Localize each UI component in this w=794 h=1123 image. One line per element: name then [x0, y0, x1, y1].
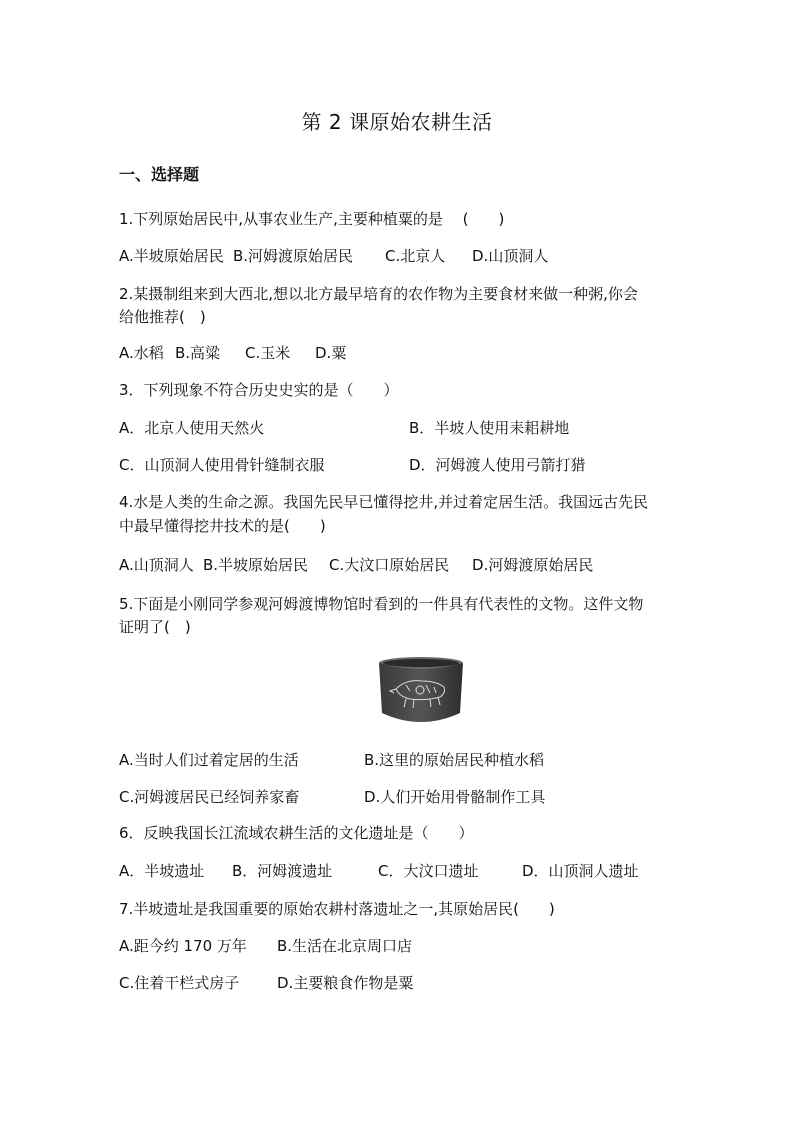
q5-option-d: D.人们开始用骨骼制作工具	[364, 788, 546, 806]
q4-option-a: A.山顶洞人	[119, 556, 194, 574]
q1-option-a: A.半坡原始居民	[119, 247, 224, 265]
q6-option-a: A．半坡遗址	[119, 862, 205, 880]
q6-option-d: D．山顶洞人遗址	[522, 862, 639, 880]
q5-option-c: C.河姆渡居民已经饲养家畜	[119, 788, 300, 806]
q1-option-d: D.山顶洞人	[472, 247, 549, 265]
q7-option-c: C.住着干栏式房子	[119, 974, 240, 992]
q5-option-b: B.这里的原始居民种植水稻	[364, 751, 545, 769]
artifact-pot-image	[376, 655, 466, 727]
question-3-stem: 3．下列现象不符合历史史实的是（ ）	[119, 381, 399, 399]
q5-option-a: A.当时人们过着定居的生活	[119, 751, 299, 769]
q1-option-b: B.河姆渡原始居民	[233, 247, 354, 265]
boar-pattern-pot-icon	[376, 655, 466, 727]
question-6-stem: 6．反映我国长江流域农耕生活的文化遗址是（ ）	[119, 824, 474, 842]
q2-option-d: D.粟	[315, 344, 347, 362]
question-7-stem: 7.半坡遗址是我国重要的原始农耕村落遗址之一,其原始居民( )	[119, 900, 555, 918]
q3-option-b: B．半坡人使用耒耜耕地	[409, 419, 570, 437]
question-5-stem-line2: 证明了( )	[119, 618, 191, 636]
question-2-stem-line2: 给他推荐( )	[119, 308, 206, 326]
q7-option-b: B.生活在北京周口店	[277, 937, 413, 955]
q4-option-c: C.大汶口原始居民	[329, 556, 450, 574]
section-heading: 一、选择题	[119, 165, 200, 184]
q3-option-a: A．北京人使用天然火	[119, 419, 265, 437]
q4-option-b: B.半坡原始居民	[203, 556, 309, 574]
question-1-stem: 1.下列原始居民中,从事农业生产,主要种植粟的是 ( )	[119, 210, 505, 228]
q2-option-a: A.水稻	[119, 344, 164, 362]
question-2-stem-line1: 2.某摄制组来到大西北,想以北方最早培育的农作物为主要食材来做一种粥,你会	[119, 285, 638, 303]
q3-option-d: D．河姆渡人使用弓箭打猎	[409, 456, 586, 474]
q4-option-d: D.河姆渡原始居民	[472, 556, 594, 574]
question-4-stem-line2: 中最早懂得挖井技术的是( )	[119, 517, 326, 535]
page-title: 第 2 课原始农耕生活	[301, 110, 493, 134]
q2-option-b: B.高粱	[175, 344, 221, 362]
q7-option-a: A.距今约 170 万年	[119, 937, 247, 955]
question-4-stem-line1: 4.水是人类的生命之源。我国先民早已懂得挖井,并过着定居生活。我国远古先民	[119, 493, 649, 511]
q6-option-c: C．大汶口遗址	[378, 862, 479, 880]
q3-option-c: C．山顶洞人使用骨针缝制衣服	[119, 456, 325, 474]
q7-option-d: D.主要粮食作物是粟	[277, 974, 414, 992]
q1-option-c: C.北京人	[385, 247, 446, 265]
q2-option-c: C.玉米	[245, 344, 291, 362]
q6-option-b: B．河姆渡遗址	[232, 862, 333, 880]
question-5-stem-line1: 5.下面是小刚同学参观河姆渡博物馆时看到的一件具有代表性的文物。这件文物	[119, 595, 644, 613]
